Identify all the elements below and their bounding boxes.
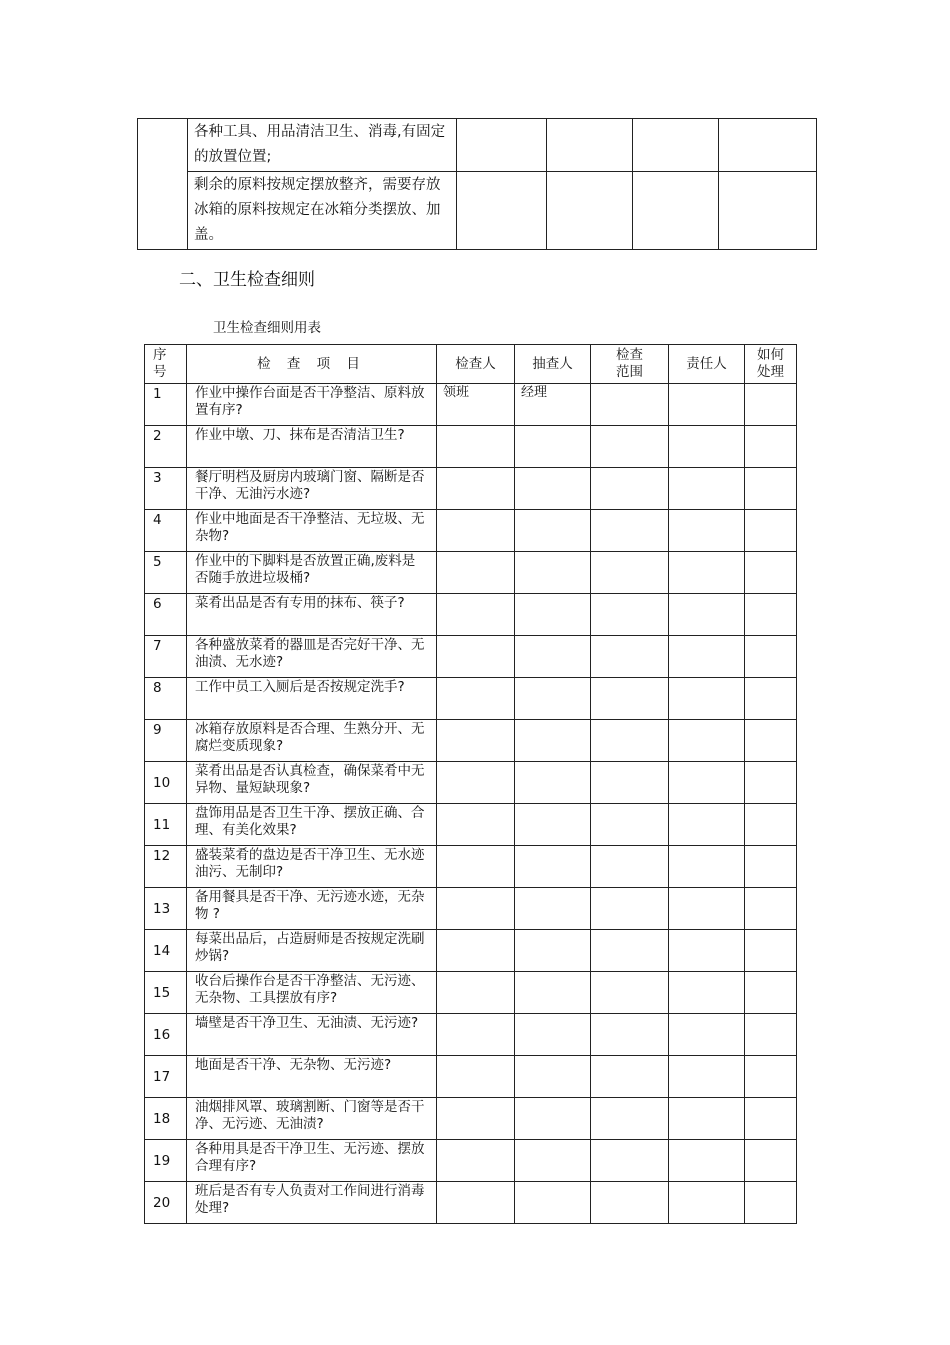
inspector-cell (437, 972, 515, 1014)
inspector-cell (437, 1056, 515, 1098)
handling-cell (745, 426, 797, 468)
inspector-cell (437, 552, 515, 594)
spot-checker-cell (515, 762, 591, 804)
table-row (145, 636, 797, 678)
handling-cell (745, 678, 797, 720)
scope-cell (591, 1182, 669, 1224)
row-number: 3 (145, 468, 187, 510)
table-row (145, 426, 797, 468)
header-item: 检 查 项 目 (187, 345, 437, 384)
table-row (145, 1056, 797, 1098)
spot-checker-cell (515, 552, 591, 594)
handling-cell (745, 1140, 797, 1182)
check-item: 各种盛放菜肴的器皿是否完好干净、无油渍、无水迹? (187, 636, 437, 678)
handling-cell (745, 846, 797, 888)
row-number: 15 (145, 972, 187, 1014)
table-row (145, 594, 797, 636)
row-number: 4 (145, 510, 187, 552)
row-number: 20 (145, 1182, 187, 1224)
scope-cell (591, 930, 669, 972)
inspector-cell (437, 678, 515, 720)
scope-cell (591, 636, 669, 678)
table-row (145, 552, 797, 594)
inspector-cell (437, 804, 515, 846)
scope-cell (591, 1056, 669, 1098)
responsible-cell (669, 762, 745, 804)
table-row (145, 846, 797, 888)
spot-checker-cell (515, 678, 591, 720)
handling-cell (745, 552, 797, 594)
table-row (145, 1182, 797, 1224)
responsible-cell (669, 636, 745, 678)
spot-checker-cell (515, 1056, 591, 1098)
check-item: 盛装菜肴的盘边是否干净卫生、无水迹油污、无制印? (187, 846, 437, 888)
responsible-cell (669, 972, 745, 1014)
scope-cell (591, 594, 669, 636)
table-row (145, 384, 797, 426)
row-number: 14 (145, 930, 187, 972)
header-spot-checker: 抽查人 (515, 345, 591, 384)
spot-checker-cell (515, 1098, 591, 1140)
spot-checker-cell (515, 804, 591, 846)
table-row (145, 678, 797, 720)
spot-checker-cell (515, 888, 591, 930)
inspector-cell (437, 720, 515, 762)
inspector-cell (437, 1182, 515, 1224)
responsible-cell (669, 930, 745, 972)
spot-checker-cell (515, 636, 591, 678)
table-row (145, 1140, 797, 1182)
check-item: 餐厅明档及厨房内玻璃门窗、隔断是否干净、无油污水迹? (187, 468, 437, 510)
responsible-cell (669, 1182, 745, 1224)
row-number: 13 (145, 888, 187, 930)
handling-cell (745, 1098, 797, 1140)
scope-cell (591, 762, 669, 804)
spot-checker-cell (515, 972, 591, 1014)
handling-cell (745, 510, 797, 552)
spot-checker-cell (515, 1140, 591, 1182)
row-number: 8 (145, 678, 187, 720)
header-responsible: 责任人 (669, 345, 745, 384)
responsible-cell (669, 720, 745, 762)
header-row (145, 345, 797, 384)
check-item: 冰箱存放原料是否合理、生熟分开、无腐烂变质现象? (187, 720, 437, 762)
spot-checker-cell (515, 1014, 591, 1056)
handling-cell (745, 384, 797, 426)
handling-cell (745, 1056, 797, 1098)
inspector-cell: 领班 (437, 384, 515, 426)
responsible-cell (669, 678, 745, 720)
inspector-cell (437, 888, 515, 930)
row-number: 1 (145, 384, 187, 426)
check-item: 作业中墩、刀、抹布是否清洁卫生? (187, 426, 437, 468)
check-item: 工作中员工入厕后是否按规定洗手? (187, 678, 437, 720)
table-row (145, 972, 797, 1014)
responsible-cell (669, 384, 745, 426)
handling-cell (745, 888, 797, 930)
table-row (145, 1014, 797, 1056)
row-number: 16 (145, 1014, 187, 1056)
handling-cell (745, 762, 797, 804)
scope-cell (591, 720, 669, 762)
inspector-cell (437, 762, 515, 804)
inspection-table (144, 344, 797, 1224)
handling-cell (745, 1182, 797, 1224)
row-number: 11 (145, 804, 187, 846)
row-number: 18 (145, 1098, 187, 1140)
inspector-cell (437, 1140, 515, 1182)
scope-cell (591, 678, 669, 720)
row-number: 10 (145, 762, 187, 804)
check-item: 每菜出品后，占造厨师是否按规定洗刷炒锅? (187, 930, 437, 972)
spot-checker-cell (515, 1182, 591, 1224)
row-number: 6 (145, 594, 187, 636)
scope-cell (591, 510, 669, 552)
spot-checker-cell (515, 846, 591, 888)
spot-checker-cell (515, 930, 591, 972)
inspector-cell (437, 1014, 515, 1056)
row-number: 2 (145, 426, 187, 468)
continuation-row (138, 172, 817, 250)
check-item: 菜肴出品是否有专用的抹布、筷子? (187, 594, 437, 636)
check-item: 盘饰用品是否卫生干净、摆放正确、合理、有美化效果? (187, 804, 437, 846)
row-number: 7 (145, 636, 187, 678)
inspector-cell (437, 594, 515, 636)
handling-cell (745, 930, 797, 972)
requirement-cell: 剩余的原料按规定摆放整齐，需要存放冰箱的原料按规定在冰箱分类摆放、加盖。 (188, 172, 457, 250)
inspector-cell (437, 930, 515, 972)
check-item: 备用餐具是否干净、无污迹水迹，无杂物 ? (187, 888, 437, 930)
check-item: 油烟排风罩、玻璃割断、门窗等是否干净、无污迹、无油渍? (187, 1098, 437, 1140)
responsible-cell (669, 888, 745, 930)
inspector-cell (437, 846, 515, 888)
table-row (145, 720, 797, 762)
responsible-cell (669, 846, 745, 888)
header-scope: 检查范围 (591, 345, 669, 384)
handling-cell (745, 1014, 797, 1056)
check-item: 作业中地面是否干净整洁、无垃圾、无杂物? (187, 510, 437, 552)
responsible-cell (669, 1098, 745, 1140)
table-row (145, 762, 797, 804)
table-row (145, 804, 797, 846)
handling-cell (745, 468, 797, 510)
row-number: 9 (145, 720, 187, 762)
check-item: 各种用具是否干净卫生、无污迹、摆放合理有序? (187, 1140, 437, 1182)
scope-cell (591, 384, 669, 426)
scope-cell (591, 846, 669, 888)
responsible-cell (669, 1056, 745, 1098)
handling-cell (745, 720, 797, 762)
scope-cell (591, 1014, 669, 1056)
table-row (145, 1098, 797, 1140)
scope-cell (591, 972, 669, 1014)
scope-cell (591, 426, 669, 468)
check-item: 地面是否干净、无杂物、无污迹? (187, 1056, 437, 1098)
spot-checker-cell (515, 720, 591, 762)
inspector-cell (437, 510, 515, 552)
continuation-row (138, 119, 817, 172)
spot-checker-cell (515, 594, 591, 636)
responsible-cell (669, 510, 745, 552)
check-item: 班后是否有专人负责对工作间进行消毒处理? (187, 1182, 437, 1224)
table-row (145, 510, 797, 552)
header-inspector: 检查人 (437, 345, 515, 384)
inspector-cell (437, 1098, 515, 1140)
table-row (145, 888, 797, 930)
section-heading: 二、卫生检查细则 (179, 270, 315, 290)
spot-checker-cell: 经理 (515, 384, 591, 426)
responsible-cell (669, 1140, 745, 1182)
scope-cell (591, 1140, 669, 1182)
check-item: 墙壁是否干净卫生、无油渍、无污迹? (187, 1014, 437, 1056)
category-cell (138, 119, 188, 250)
spot-checker-cell (515, 426, 591, 468)
responsible-cell (669, 594, 745, 636)
check-item: 收台后操作台是否干净整洁、无污迹、无杂物、工具摆放有序? (187, 972, 437, 1014)
inspector-cell (437, 636, 515, 678)
scope-cell (591, 552, 669, 594)
responsible-cell (669, 552, 745, 594)
row-number: 12 (145, 846, 187, 888)
spot-checker-cell (515, 510, 591, 552)
handling-cell (745, 636, 797, 678)
scope-cell (591, 804, 669, 846)
check-item: 作业中操作台面是否干净整洁、原料放置有序? (187, 384, 437, 426)
table-row (145, 930, 797, 972)
row-number: 19 (145, 1140, 187, 1182)
inspector-cell (437, 468, 515, 510)
inspector-cell (437, 426, 515, 468)
continuation-table (137, 118, 817, 250)
row-number: 17 (145, 1056, 187, 1098)
scope-cell (591, 888, 669, 930)
check-item: 菜肴出品是否认真检查，确保菜肴中无异物、量短缺现象? (187, 762, 437, 804)
responsible-cell (669, 468, 745, 510)
handling-cell (745, 594, 797, 636)
responsible-cell (669, 1014, 745, 1056)
header-handling: 如何处理 (745, 345, 797, 384)
table-caption: 卫生检查细则用表 (213, 320, 321, 336)
handling-cell (745, 972, 797, 1014)
responsible-cell (669, 426, 745, 468)
responsible-cell (669, 804, 745, 846)
check-item: 作业中的下脚料是否放置正确,废料是否随手放进垃圾桶? (187, 552, 437, 594)
spot-checker-cell (515, 468, 591, 510)
scope-cell (591, 468, 669, 510)
handling-cell (745, 804, 797, 846)
table-row (145, 468, 797, 510)
scope-cell (591, 1098, 669, 1140)
header-seq: 序号 (145, 345, 187, 384)
row-number: 5 (145, 552, 187, 594)
requirement-cell: 各种工具、用品清洁卫生、消毒,有固定的放置位置; (188, 119, 457, 172)
